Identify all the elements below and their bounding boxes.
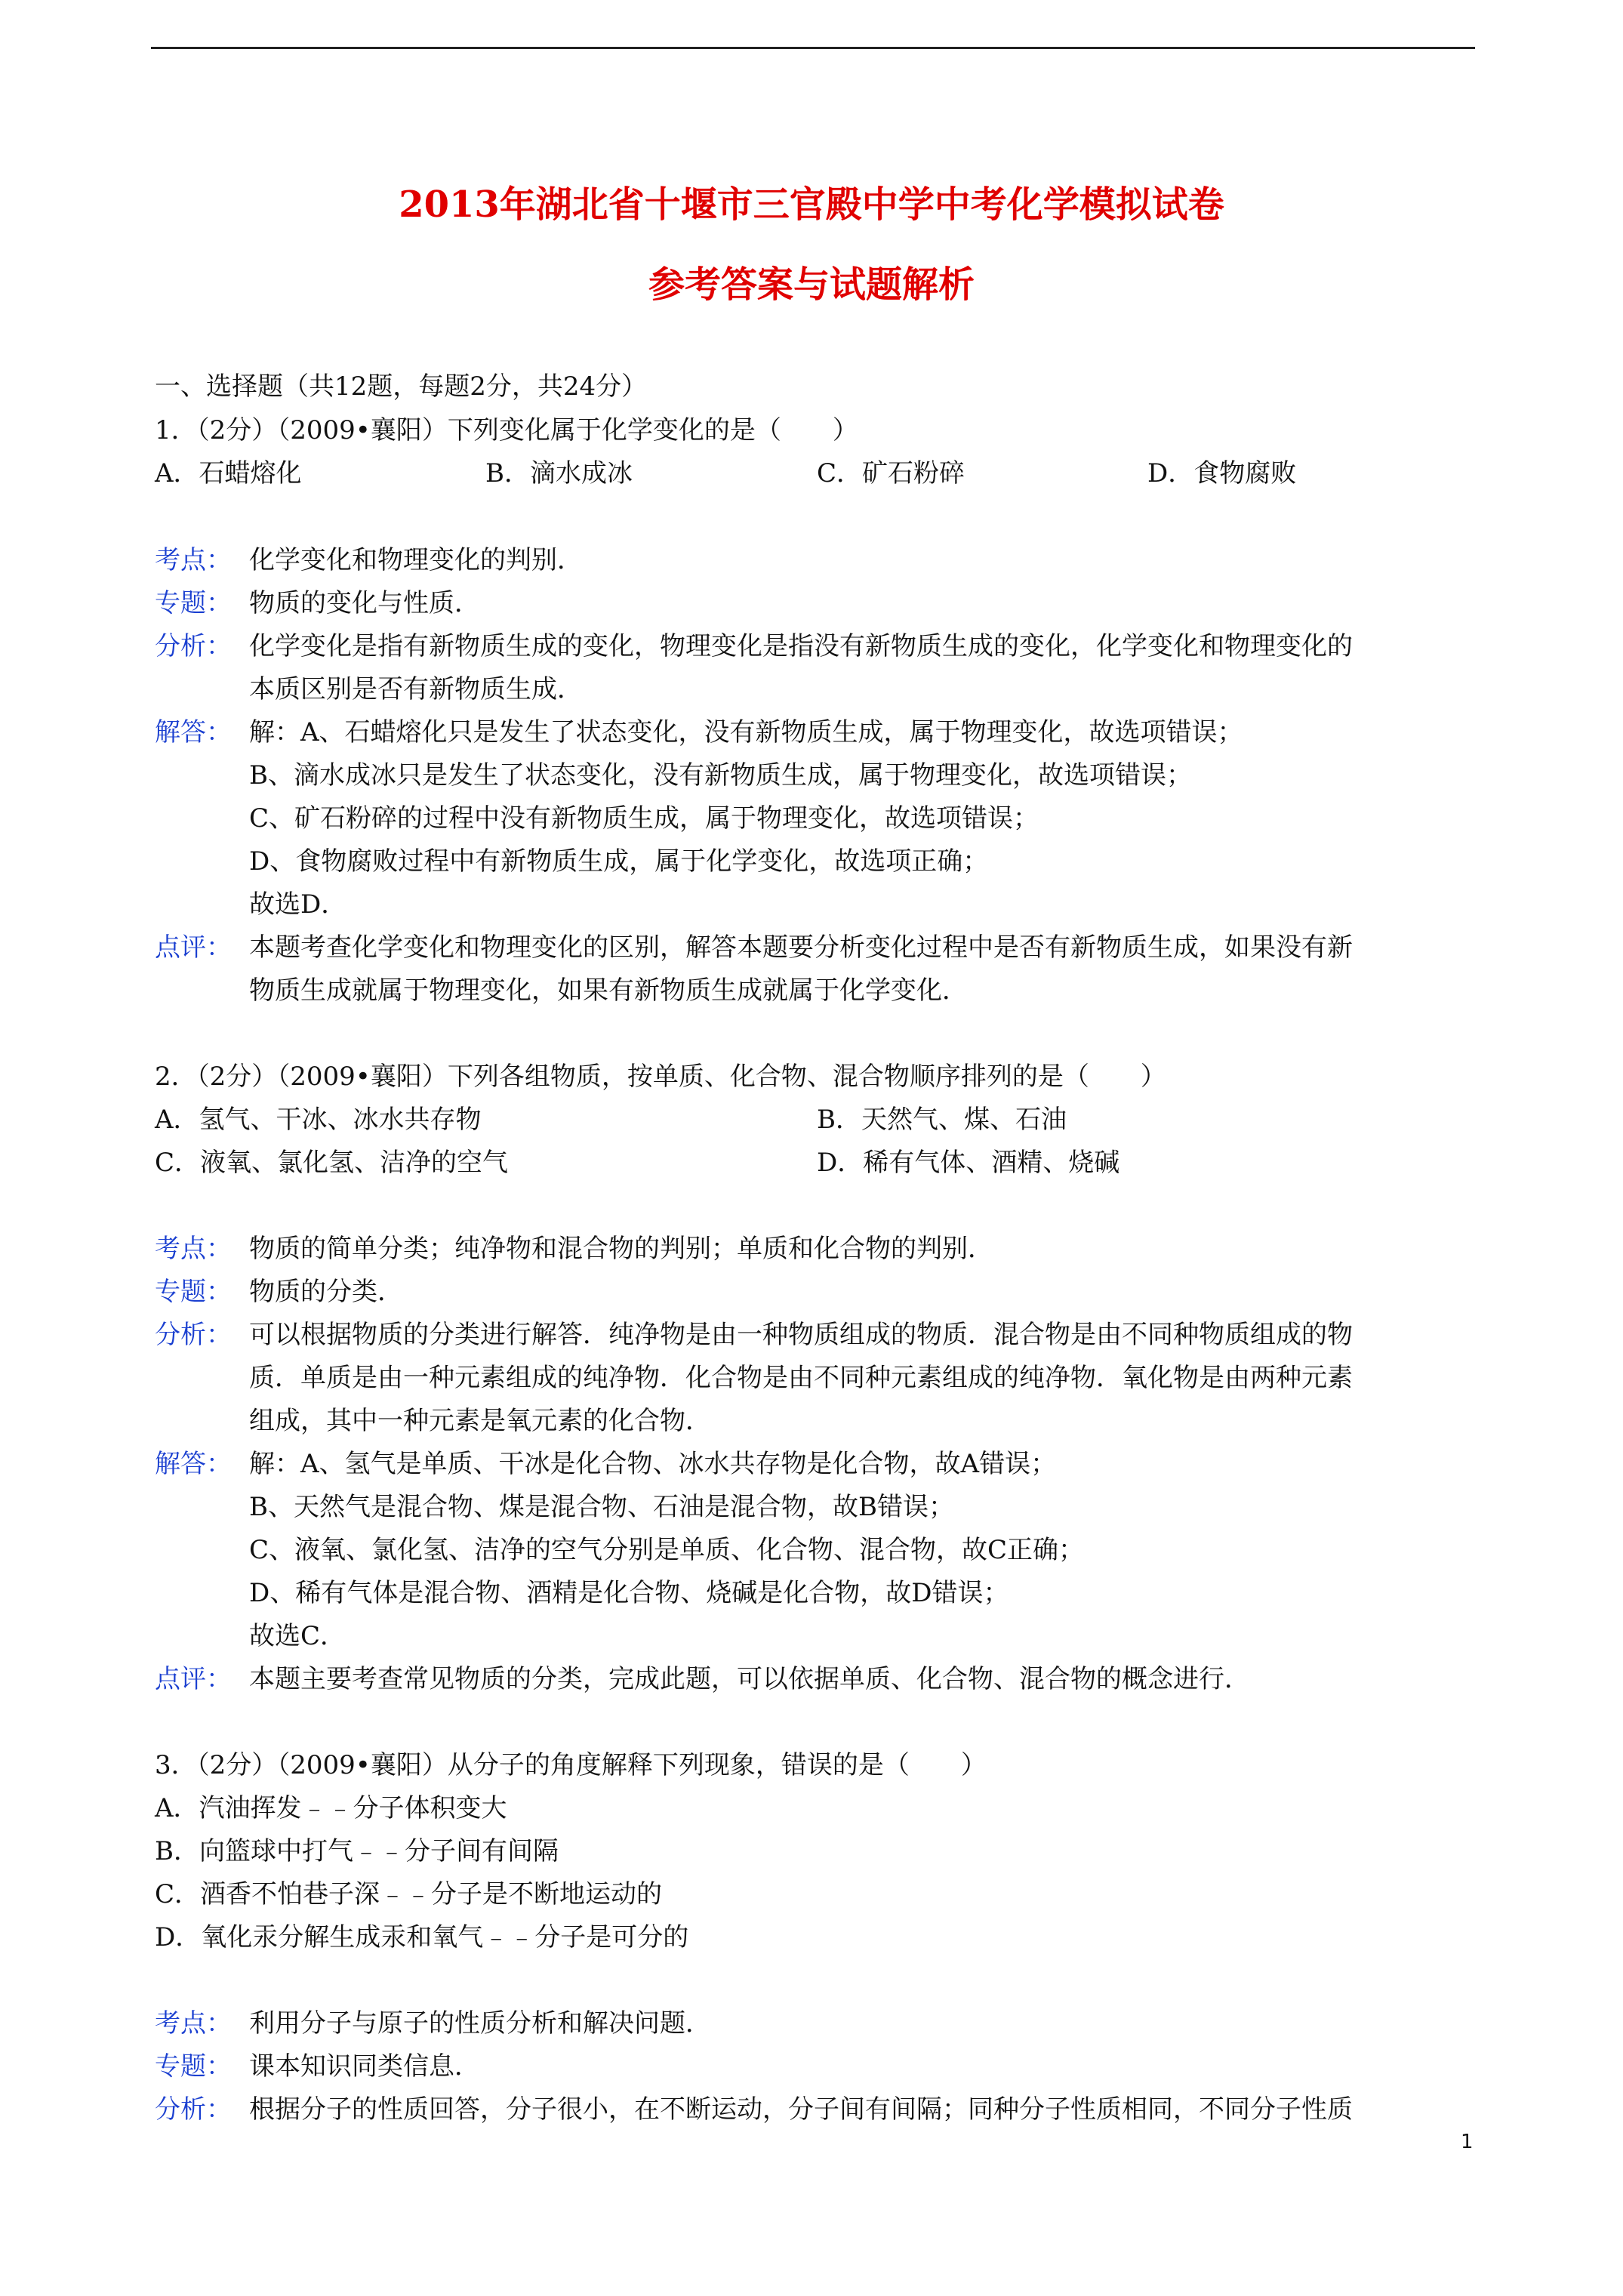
option-b: B．天然气、煤、石油 [817, 1105, 1067, 1135]
option-a: A．氢气、干冰、冰水共存物 [155, 1105, 482, 1135]
jieda-line: D、食物腐败过程中有新物质生成，属于化学变化，故选项正确； [249, 846, 989, 877]
fenxi-label: 分析： [155, 631, 232, 661]
dianping-line: 本题主要考查常见物质的分类，完成此题，可以依据单质、化合物、混合物的概念进行． [249, 1664, 1250, 1694]
dianping-line: 物质生成就属于物理变化，如果有新物质生成就属于化学变化． [249, 975, 968, 1006]
kaodian-label: 考点： [155, 2008, 232, 2039]
option-a: A．汽油挥发﹣﹣分子体积变大 [155, 1793, 507, 1823]
document-subtitle: 参考答案与试题解析 [648, 264, 975, 306]
zhuanti-text: 物质的分类． [249, 1277, 403, 1307]
option-b: B．向篮球中打气﹣﹣分子间有间隔 [155, 1836, 559, 1866]
jieda-line: 解：A、石蜡熔化只是发生了状态变化，没有新物质生成，属于物理变化，故选项错误； [249, 717, 1243, 747]
dianping-label: 点评： [155, 1664, 232, 1694]
jieda-label: 解答： [155, 1449, 232, 1479]
jieda-label: 解答： [155, 717, 232, 747]
zhuanti-label: 专题： [155, 1277, 232, 1307]
fenxi-label: 分析： [155, 2094, 232, 2125]
option-d: D．食物腐败 [1147, 458, 1297, 488]
kaodian-label: 考点： [155, 545, 232, 575]
fenxi-line: 可以根据物质的分类进行解答．纯净物是由一种物质组成的物质．混合物是由不同种物质组成的物 [249, 1320, 1353, 1350]
kaodian-text: 利用分子与原子的性质分析和解决问题． [249, 2008, 711, 2039]
jieda-line: C、矿石粉碎的过程中没有新物质生成，属于物理变化，故选项错误； [249, 803, 1039, 834]
fenxi-line: 化学变化是指有新物质生成的变化，物理变化是指没有新物质生成的变化，化学变化和物理变化的 [249, 631, 1353, 661]
dianping-label: 点评： [155, 932, 232, 963]
document-title: 2013年湖北省十堰市三官殿中学中考化学模拟试卷 [399, 183, 1224, 226]
jieda-line: B、滴水成冰只是发生了状态变化，没有新物质生成，属于物理变化，故选项错误； [249, 760, 1192, 791]
zhuanti-text: 物质的变化与性质． [249, 588, 480, 618]
kaodian-label: 考点： [155, 1234, 232, 1264]
option-c: C．酒香不怕巷子深﹣﹣分子是不断地运动的 [155, 1879, 663, 1909]
jieda-line: B、天然气是混合物、煤是混合物、石油是混合物，故B错误； [249, 1492, 954, 1522]
jieda-line: 解：A、氢气是单质、干冰是化合物、冰水共存物是化合物，故A错误； [249, 1449, 1057, 1479]
question-stem: 2．（2分）（2009•襄阳）下列各组物质，按单质、化合物、混合物顺序排列的是（ ） [155, 1062, 1166, 1092]
dianping-line: 本题考查化学变化和物理变化的区别，解答本题要分析变化过程中是否有新物质生成，如果没有新 [249, 932, 1353, 963]
fenxi-line: 本质区别是否有新物质生成． [249, 674, 583, 704]
kaodian-text: 化学变化和物理变化的判别． [249, 545, 583, 575]
section-heading: 一、选择题（共12题，每题2分，共24分） [155, 371, 648, 402]
fenxi-label: 分析： [155, 1320, 232, 1350]
jieda-line: C、液氧、氯化氢、洁净的空气分别是单质、化合物、混合物，故C正确； [249, 1535, 1085, 1565]
option-d: D．氧化汞分解生成汞和氧气﹣﹣分子是可分的 [155, 1922, 689, 1952]
jieda-line: D、稀有气体是混合物、酒精是化合物、烧碱是化合物，故D错误； [249, 1578, 1009, 1608]
question-stem: 3．（2分）（2009•襄阳）从分子的角度解释下列现象，错误的是（ ） [155, 1750, 987, 1780]
jieda-line: 故选D． [249, 889, 347, 920]
jieda-line: 故选C． [249, 1621, 346, 1651]
fenxi-line: 根据分子的性质回答，分子很小，在不断运动，分子间有间隔；同种分子性质相同，不同分子性质 [249, 2094, 1353, 2125]
page-number: 1 [1461, 2131, 1474, 2153]
kaodian-text: 物质的简单分类；纯净物和混合物的判别；单质和化合物的判别． [249, 1234, 993, 1264]
option-d: D．稀有气体、酒精、烧碱 [817, 1148, 1120, 1178]
option-a: A．石蜡熔化 [155, 458, 302, 488]
zhuanti-label: 专题： [155, 588, 232, 618]
option-b: B．滴水成冰 [485, 458, 633, 488]
fenxi-line: 质．单质是由一种元素组成的纯净物．化合物是由不同种元素组成的纯净物．氧化物是由两种元素 [249, 1363, 1353, 1393]
header-rule [151, 47, 1475, 49]
fenxi-line: 组成，其中一种元素是氧元素的化合物． [249, 1406, 711, 1436]
option-c: C．矿石粉碎 [817, 458, 965, 488]
zhuanti-text: 课本知识同类信息． [249, 2051, 480, 2082]
option-c: C．液氧、氯化氢、洁净的空气 [155, 1148, 509, 1178]
zhuanti-label: 专题： [155, 2051, 232, 2082]
question-stem: 1．（2分）（2009•襄阳）下列变化属于化学变化的是（ ） [155, 415, 858, 445]
